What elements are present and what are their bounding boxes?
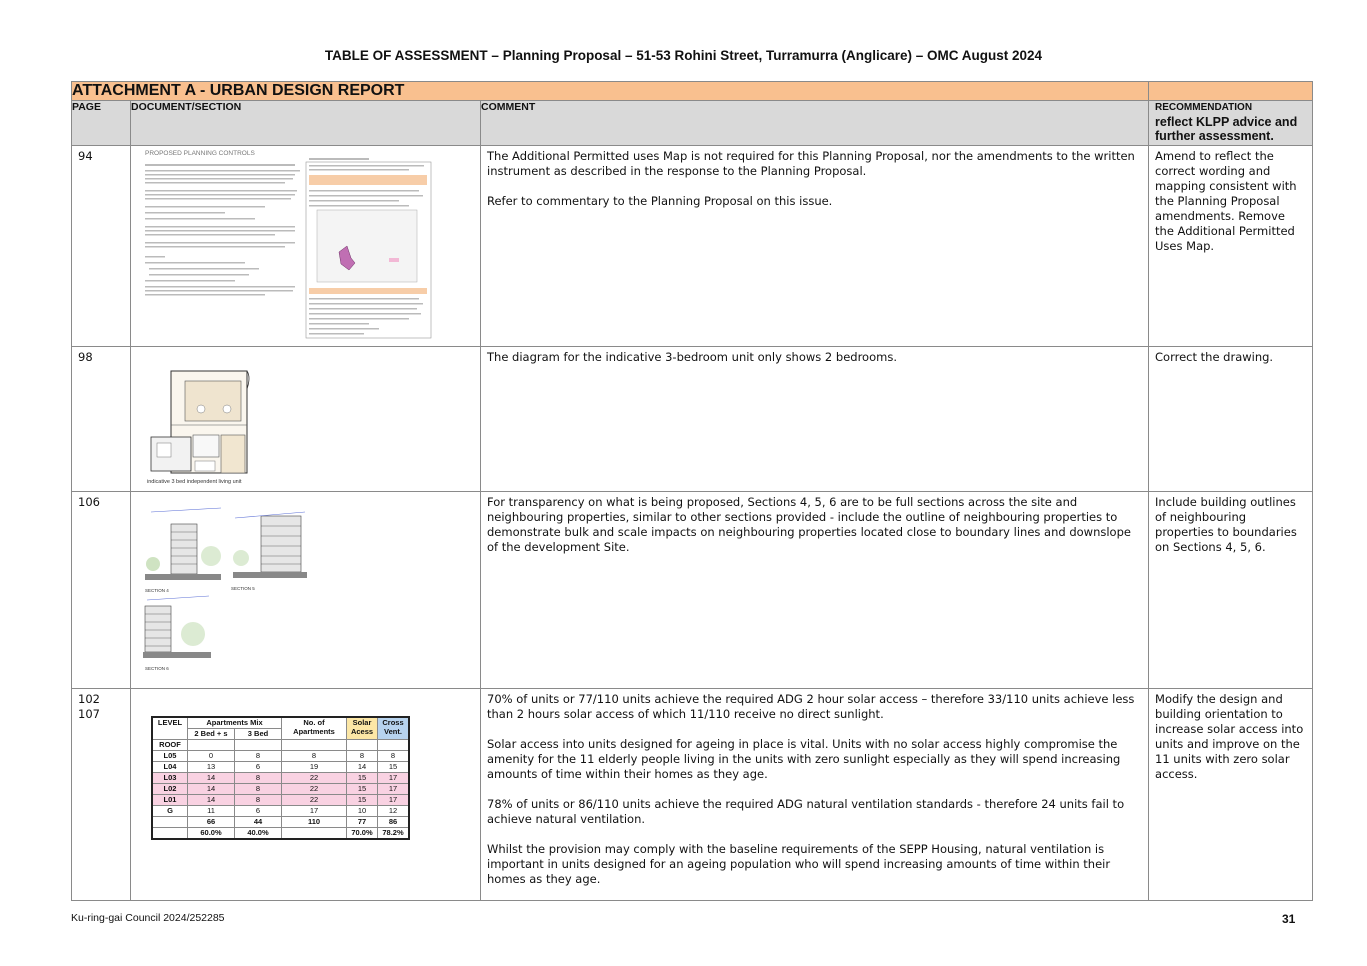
row-recommendation: Modify the design and building orientation to increase solar access into units and improve on the 11 units with zero solar access. [1155, 692, 1304, 781]
mix-header-cross: Cross Vent. [378, 717, 410, 740]
mix-cell: 17 [378, 784, 410, 795]
mix-cell: 6 [235, 806, 282, 817]
comment-paragraph: Whilst the provision may comply with the baseline requirements of the SEPP Housing, natural ventilation is important in units designed for an ageing population who will spend increasing amounts of time within their homes as they age. [487, 842, 1111, 886]
header-page: PAGE [72, 101, 131, 146]
mix-cell: 14 [188, 773, 235, 784]
comment-paragraph: The diagram for the indicative 3-bedroom unit only shows 2 bedrooms. [487, 350, 897, 364]
header-recommendation-sub: reflect KLPP advice and further assessment. [1155, 115, 1298, 143]
table-row [72, 347, 1313, 492]
mix-cell: 40.0% [235, 828, 282, 840]
mix-cell: 15 [347, 773, 378, 784]
mix-row [152, 773, 409, 784]
page-number: 31 [1282, 912, 1296, 926]
comment-paragraph: Solar access into units designed for ageing in place is vital. Units with no solar access highly compromise the amenity for the 11 elderly people living in the units with zero sunlight especially as they will spend increasing amounts of time within their homes as they age. [487, 737, 1121, 781]
row-comment [481, 347, 1148, 368]
header-document: DOCUMENT/SECTION [131, 101, 481, 146]
mix-row [152, 784, 409, 795]
header-recommendation-label: RECOMMENDATION [1155, 102, 1253, 113]
mix-cell: L01 [152, 795, 188, 806]
mix-cell: L05 [152, 751, 188, 762]
row-page: 102 107 [78, 692, 100, 721]
mix-cell: 60.0% [188, 828, 235, 840]
mix-cell [347, 740, 378, 751]
mix-header-level: LEVEL [152, 717, 188, 740]
mix-cell: 22 [282, 795, 347, 806]
mix-row [152, 762, 409, 773]
mix-cell [188, 740, 235, 751]
mix-cell: 44 [235, 817, 282, 828]
row-page: 94 [78, 149, 93, 163]
mix-cell [378, 740, 410, 751]
mix-header-3bed: 3 Bed [235, 729, 282, 740]
mix-totals-row [152, 817, 409, 828]
mix-cell: 15 [347, 784, 378, 795]
mix-cell: 22 [282, 773, 347, 784]
section-6-drawing [143, 596, 211, 671]
section-5-drawing [231, 512, 307, 591]
comment-paragraph: 70% of units or 77/110 units achieve the required ADG 2 hour solar access – therefore 33/110 units achieve less than 2 hours solar access of which 11/110 receive no direct sunlight. [487, 692, 1135, 721]
section-label: SECTION 6 [145, 666, 169, 671]
mix-cell: 8 [282, 751, 347, 762]
section-label: SECTION 4 [145, 588, 169, 593]
apartment-mix-table [151, 716, 410, 840]
comment-paragraph: 78% of units or 86/110 units achieve the required ADG natural ventilation standards - therefore 24 units fail to achieve natural ventilation. [487, 797, 1125, 826]
row-page: 98 [78, 350, 93, 364]
section-label: SECTION 5 [231, 586, 255, 591]
mix-header-num: No. of Apartments [282, 717, 347, 740]
mix-cell: 12 [378, 806, 410, 817]
mix-cell: 19 [282, 762, 347, 773]
planning-controls-thumbnail [141, 148, 441, 342]
row-comment [481, 492, 1148, 558]
mix-cell: 110 [282, 817, 347, 828]
mix-cell: 15 [347, 795, 378, 806]
row-recommendation: Include building outlines of neighbouring properties to boundaries on Sections 4, 5, 6. [1155, 495, 1297, 554]
mix-cell: 17 [378, 773, 410, 784]
mix-cell: G [152, 806, 188, 817]
mix-cell: 13 [188, 762, 235, 773]
mix-cell: 11 [188, 806, 235, 817]
mix-row [152, 740, 409, 751]
column-header-row [72, 101, 1313, 146]
sections-thumbnail [141, 494, 441, 684]
mix-row [152, 751, 409, 762]
mix-cell: 8 [378, 751, 410, 762]
comment-paragraph: Refer to commentary to the Planning Proposal on this issue. [487, 194, 833, 208]
mix-cell: 86 [378, 817, 410, 828]
mix-cell [282, 740, 347, 751]
mix-cell: L03 [152, 773, 188, 784]
mix-cell: 14 [347, 762, 378, 773]
mix-cell: 10 [347, 806, 378, 817]
mix-cell: 8 [235, 784, 282, 795]
mix-cell: 8 [347, 751, 378, 762]
mix-cell: 15 [378, 762, 410, 773]
mix-cell: 78.2% [378, 828, 410, 840]
mix-cell: L02 [152, 784, 188, 795]
mix-cell: 77 [347, 817, 378, 828]
mix-cell: 6 [235, 762, 282, 773]
mix-cell: L04 [152, 762, 188, 773]
mix-cell: 14 [188, 784, 235, 795]
mix-cell: 70.0% [347, 828, 378, 840]
assessment-table [71, 81, 1313, 901]
mix-cell: 66 [188, 817, 235, 828]
mix-cell [235, 740, 282, 751]
table-row [72, 146, 1313, 347]
floor-plan-thumbnail [141, 349, 441, 487]
mix-cell: 17 [378, 795, 410, 806]
mix-cell: 22 [282, 784, 347, 795]
doc-heading: PROPOSED PLANNING CONTROLS [145, 150, 255, 157]
mix-cell: 17 [282, 806, 347, 817]
attachment-title: ATTACHMENT A - URBAN DESIGN REPORT [72, 82, 1149, 101]
section-4-drawing [145, 508, 221, 593]
mix-header-apartments-mix: Apartments Mix [188, 717, 282, 729]
comment-paragraph: The Additional Permitted uses Map is not required for this Planning Proposal, nor the amendments to the written instrument as described in the response to the Planning Proposal. [487, 149, 1135, 178]
mix-cell: 8 [235, 795, 282, 806]
header-comment: COMMENT [481, 101, 1149, 146]
page-title: TABLE OF ASSESSMENT – Planning Proposal – 51-53 Rohini Street, Turramurra (Anglicare) – OMC August 2024 [324, 48, 1043, 63]
row-comment [481, 146, 1148, 212]
doc-caption: indicative 3 bed independent living unit [147, 479, 242, 485]
mix-row [152, 806, 409, 817]
mix-cell: 0 [188, 751, 235, 762]
row-comment [481, 689, 1148, 890]
table-row [72, 492, 1313, 689]
mix-cell: ROOF [152, 740, 188, 751]
comment-paragraph: For transparency on what is being proposed, Sections 4, 5, 6 are to be full sections across the site and neighbouring properties, similar to other sections provided - include the outline of neighbouring properties to demonstrate bulk and scale impacts on neighbouring properties located close to boundary lines and downslope of the development Site. [487, 495, 1131, 554]
mix-cell: 8 [235, 751, 282, 762]
row-page: 106 [78, 495, 100, 509]
mix-percent-row [152, 828, 409, 840]
mix-cell: 14 [188, 795, 235, 806]
row-recommendation: Amend to reflect the correct wording and mapping consistent with the Planning Proposal amendments. Remove the Additional Permitted Uses Map. [1155, 149, 1297, 253]
mix-cell: 8 [235, 773, 282, 784]
mix-header-2bed: 2 Bed + s [188, 729, 235, 740]
mix-row [152, 795, 409, 806]
footer-document-ref: Ku-ring-gai Council 2024/252285 [71, 912, 225, 924]
table-row [72, 689, 1313, 901]
row-recommendation: Correct the drawing. [1155, 350, 1274, 364]
header-recommendation [1149, 101, 1313, 146]
mix-header-solar: Solar Acess [347, 717, 378, 740]
attachment-header-row [72, 82, 1313, 101]
